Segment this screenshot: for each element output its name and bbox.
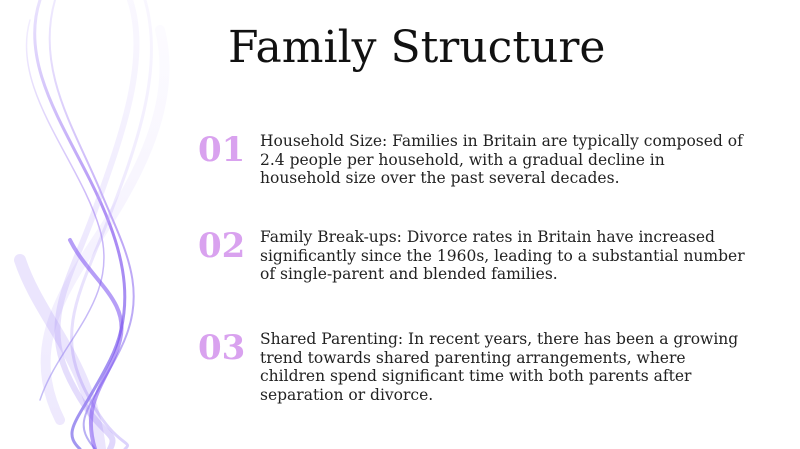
list-item xyxy=(198,130,758,220)
decorative-smoke-ribbon xyxy=(0,0,200,449)
item-text: Family Break-ups: Divorce rates in Britain have increased significantly since the 1960s, leading to a substantial number of single-parent and blended families. xyxy=(260,228,745,283)
list-item xyxy=(198,328,758,418)
item-number: 03 xyxy=(198,328,246,368)
item-number: 02 xyxy=(198,226,246,266)
item-number: 01 xyxy=(198,130,246,170)
list-item xyxy=(198,226,758,316)
slide-title: Family Structure xyxy=(228,22,606,73)
item-text: Shared Parenting: In recent years, there has been a growing trend towards shared parenting arrangements, where children spend significant time with both parents after separation or divorce. xyxy=(260,330,739,404)
item-text: Household Size: Families in Britain are typically composed of 2.4 people per household, with a gradual decline in household size over the past several decades. xyxy=(260,132,743,187)
